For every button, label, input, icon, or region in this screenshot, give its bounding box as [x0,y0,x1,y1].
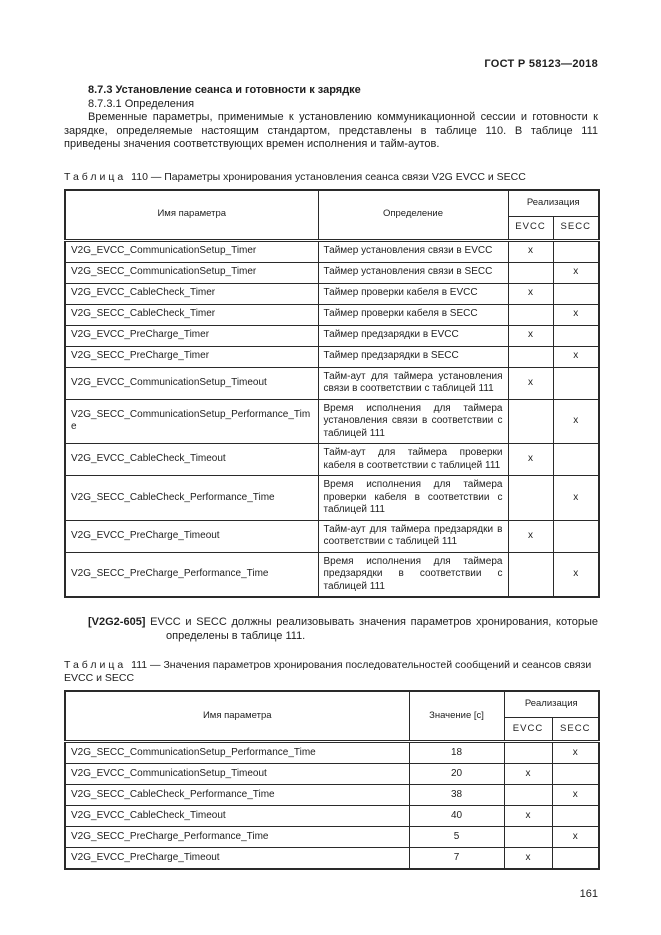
cell-secc [553,283,599,304]
cell-definition: Время исполнения для таймера установления связи в соответствии с таблицей 111 [318,399,508,444]
page-number: 161 [579,888,598,900]
cell-secc: x [552,785,599,806]
cell-evcc [508,476,553,521]
table-110-caption-text: 110 — Параметры хронирования установления сеанса связи V2G EVCC и SECC [131,170,526,183]
table-header-row [65,691,599,718]
table-111-caption-label: Таблица [64,659,127,671]
cell-definition: Тайм-аут для таймера проверки кабеля в соответствии с таблицей 111 [318,444,508,476]
cell-secc [553,444,599,476]
cell-secc [553,240,599,262]
column-header-definition: Определение [318,190,508,241]
cell-secc [552,764,599,785]
column-header-name: Имя параметра [65,691,409,742]
table-row [65,848,599,870]
cell-evcc: x [508,367,553,399]
cell-evcc [504,742,552,764]
cell-definition: Таймер установления связи в SECC [318,262,508,283]
cell-evcc [508,304,553,325]
table-110-caption-label: Таблица [64,170,127,183]
cell-name: V2G_SECC_CableCheck_Performance_Time [65,785,409,806]
cell-secc [553,367,599,399]
document-number: ГОСТ Р 58123—2018 [484,58,598,70]
cell-name: V2G_EVCC_CableCheck_Timer [65,283,318,304]
cell-evcc [504,827,552,848]
table-111 [64,690,600,870]
cell-evcc [508,262,553,283]
table-row [65,476,599,521]
cell-definition: Таймер проверки кабеля в SECC [318,304,508,325]
column-header-name: Имя параметра [65,190,318,241]
cell-definition: Таймер установления связи в EVCC [318,240,508,262]
table-row [65,785,599,806]
cell-name: V2G_SECC_CommunicationSetup_Timer [65,262,318,283]
column-header-secc: SECC [553,216,599,240]
cell-secc: x [553,304,599,325]
table-row [65,444,599,476]
cell-definition: Время исполнения для таймера проверки кабеля в соответствии с таблицей 111 [318,476,508,521]
table-111-caption-text: 111 — Значения параметров хронирования последовательностей сообщений и сеансов связи EVCC и SECC [64,659,592,684]
column-header-evcc: EVCC [504,718,552,742]
column-header-secc: SECC [552,718,599,742]
table-row [65,399,599,444]
cell-secc [553,325,599,346]
table-111-header [65,691,599,742]
table-header-row [65,190,599,217]
cell-evcc: x [508,325,553,346]
cell-definition: Время исполнения для таймера предзарядки в соответствии с таблицей 111 [318,552,508,597]
cell-value: 40 [409,806,504,827]
table-row [65,240,599,262]
cell-secc [553,520,599,552]
table-row [65,806,599,827]
column-header-value: Значение [с] [409,691,504,742]
table-row [65,346,599,367]
cell-name: V2G_EVCC_PreCharge_Timeout [65,848,409,870]
table-111-caption [64,659,598,685]
cell-name: V2G_SECC_PreCharge_Performance_Time [65,552,318,597]
cell-definition: Таймер предзарядки в EVCC [318,325,508,346]
table-row [65,552,599,597]
cell-secc: x [552,742,599,764]
table-row [65,742,599,764]
cell-evcc: x [504,764,552,785]
cell-name: V2G_EVCC_CableCheck_Timeout [65,806,409,827]
cell-evcc [508,552,553,597]
cell-value: 20 [409,764,504,785]
cell-name: V2G_EVCC_CommunicationSetup_Timeout [65,367,318,399]
page-content [64,0,598,901]
table-row [65,325,599,346]
cell-evcc: x [508,520,553,552]
cell-definition: Таймер предзарядки в SECC [318,346,508,367]
cell-value: 5 [409,827,504,848]
cell-name: V2G_SECC_CableCheck_Performance_Time [65,476,318,521]
cell-name: V2G_SECC_CommunicationSetup_Performance_Time [65,742,409,764]
requirement-text: EVCC и SECC должны реализовывать значения параметров хронирования, которые определены в таблице 111. [150,616,599,642]
table-110 [64,189,600,599]
column-header-realization: Реализация [504,691,599,718]
cell-evcc [504,785,552,806]
cell-secc [552,806,599,827]
cell-evcc: x [504,806,552,827]
cell-name: V2G_EVCC_CommunicationSetup_Timer [65,240,318,262]
cell-evcc: x [508,283,553,304]
table-row [65,304,599,325]
cell-secc [552,848,599,870]
cell-name: V2G_EVCC_CableCheck_Timeout [65,444,318,476]
cell-value: 18 [409,742,504,764]
cell-evcc: x [504,848,552,870]
cell-secc: x [552,827,599,848]
cell-evcc [508,346,553,367]
column-header-realization: Реализация [508,190,599,217]
subsection-heading: 8.7.3.1 Определения [88,98,195,110]
cell-name: V2G_SECC_CommunicationSetup_Performance_Time [65,399,318,444]
requirement-paragraph [64,615,598,643]
cell-secc: x [553,399,599,444]
section-heading: 8.7.3 Установление сеанса и готовности к зарядке [88,84,361,96]
table-row [65,827,599,848]
cell-name: V2G_EVCC_PreCharge_Timeout [65,520,318,552]
cell-definition: Таймер проверки кабеля в EVCC [318,283,508,304]
cell-value: 7 [409,848,504,870]
cell-evcc [508,399,553,444]
cell-definition: Тайм-аут для таймера предзарядки в соответствии с таблицей 111 [318,520,508,552]
table-110-body [65,240,599,597]
requirement-label: [V2G2-605] [88,616,146,628]
column-header-evcc: EVCC [508,216,553,240]
cell-secc: x [553,476,599,521]
intro-paragraph: Временные параметры, применимые к установлению коммуникационной сессии и готовности к зарядке, определяемые настоящим стандартом, представлены в таблице 110. В таблице 111 приведены значения соответствующих времен исполнения и тайм-аутов. [64,111,598,150]
cell-name: V2G_EVCC_PreCharge_Timer [65,325,318,346]
cell-name: V2G_SECC_CableCheck_Timer [65,304,318,325]
cell-value: 38 [409,785,504,806]
cell-secc: x [553,262,599,283]
table-row [65,283,599,304]
table-111-body [65,742,599,870]
table-110-header [65,190,599,241]
cell-evcc: x [508,240,553,262]
cell-name: V2G_SECC_PreCharge_Timer [65,346,318,367]
table-110-caption [64,171,598,184]
table-row [65,520,599,552]
table-row [65,764,599,785]
cell-definition: Тайм-аут для таймера установления связи в соответствии с таблицей 111 [318,367,508,399]
cell-evcc: x [508,444,553,476]
table-row [65,367,599,399]
cell-secc: x [553,552,599,597]
cell-name: V2G_SECC_PreCharge_Performance_Time [65,827,409,848]
cell-name: V2G_EVCC_CommunicationSetup_Timeout [65,764,409,785]
table-row [65,262,599,283]
cell-secc: x [553,346,599,367]
